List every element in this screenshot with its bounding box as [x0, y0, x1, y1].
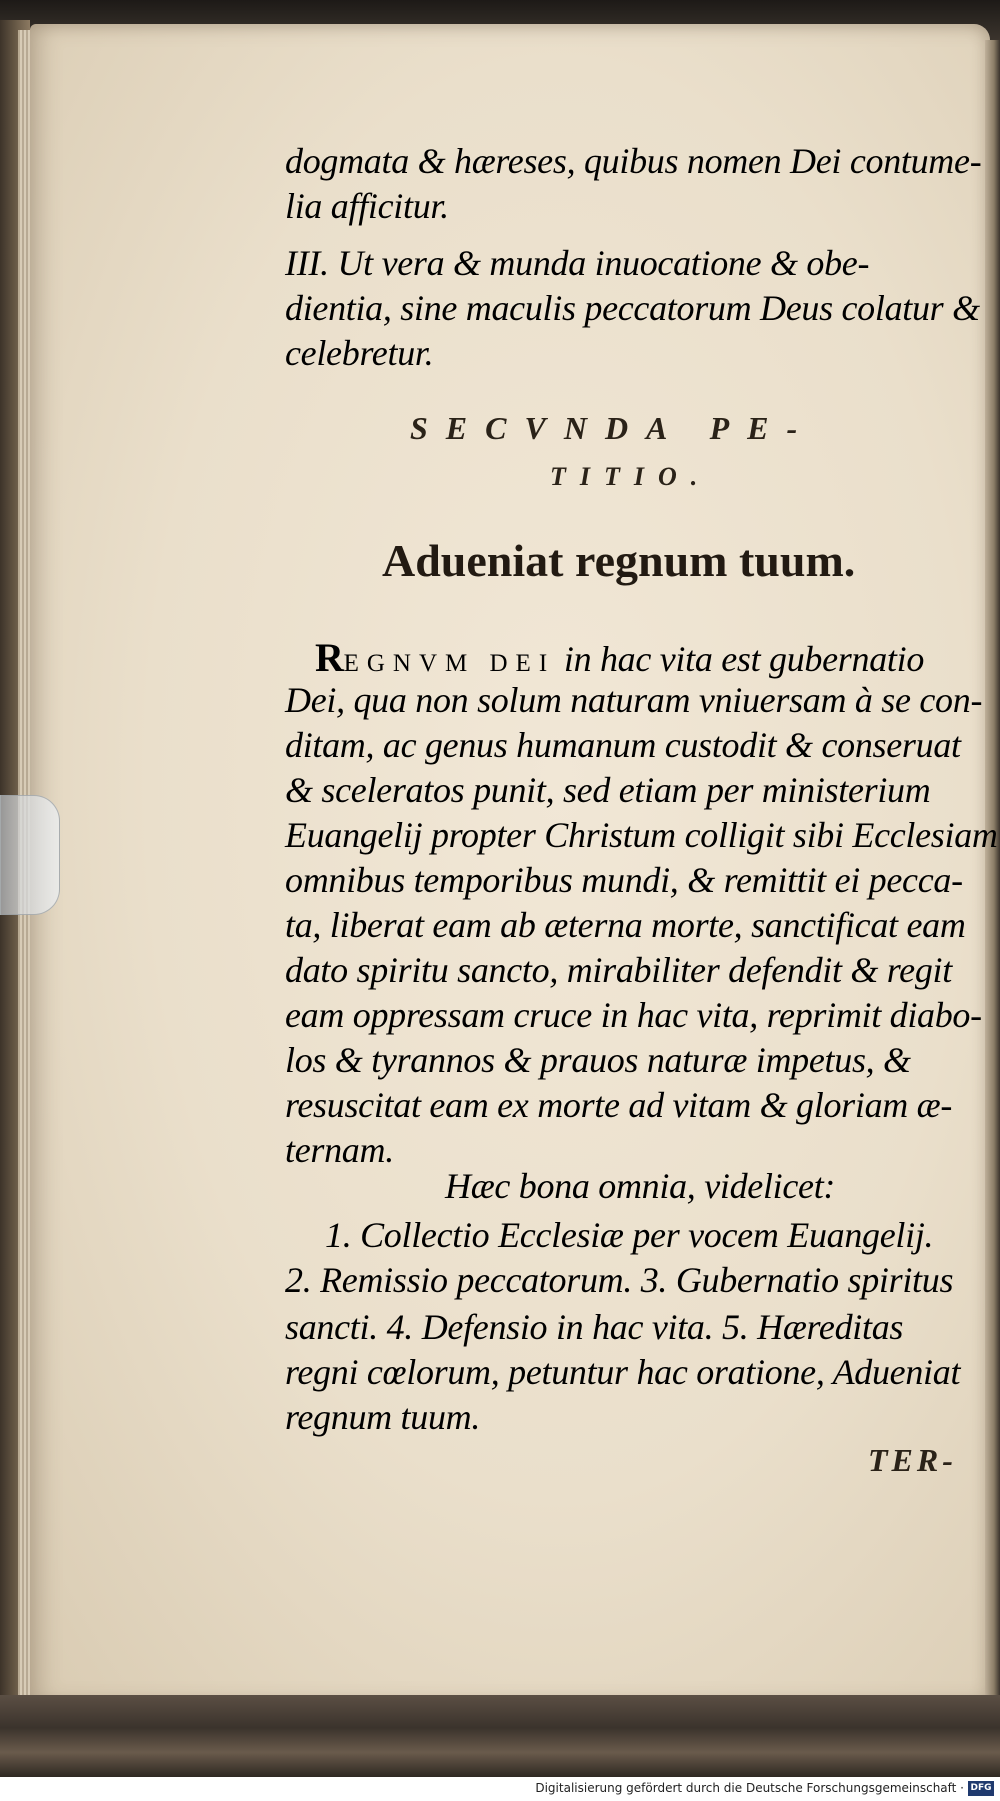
list-line: regni cœlorum, petuntur hac oratione, Adueniat [285, 1352, 961, 1392]
footer-credit: Digitalisierung gefördert durch die Deutsche Forschungsgemeinschaft · [535, 1781, 964, 1795]
list-line: 1. Collectio Ecclesiæ per vocem Euangelij. [325, 1215, 934, 1255]
list-line: 2. Remissio peccatorum. 3. Gubernatio spiritus [285, 1260, 954, 1300]
footer-bar [0, 1777, 1000, 1801]
list-line: sancti. 4. Defensio in hac vita. 5. Hæreditas [285, 1307, 904, 1347]
section-heading-line1: SECVNDA PE- [410, 410, 816, 446]
text-line: III. Ut vera & munda inuocatione & obe- [285, 243, 870, 283]
text-line: eam oppressam cruce in hac vita, reprimit diabo- [285, 995, 982, 1035]
section-heading-line2: TITIO. [550, 462, 712, 491]
text-line: dogmata & hæreses, quibus nomen Dei contume- [285, 141, 982, 181]
drop-initial: R [315, 635, 344, 680]
page-right-edge [985, 40, 1000, 1720]
text-line: celebretur. [285, 333, 434, 373]
text-line: dato spiritu sancto, mirabiliter defendit & regit [285, 950, 952, 990]
catchword: TER- [868, 1442, 957, 1478]
text-line: Euangelij propter Christum colligit sibi Ecclesiam [285, 815, 998, 855]
text-line: & sceleratos punit, sed etiam per ministerium [285, 770, 931, 810]
first-line-rest: in hac vita est gubernatio [555, 639, 925, 679]
dfg-logo: DFG [968, 1781, 994, 1796]
smallcaps-text: EGNVM DEI [343, 650, 556, 677]
text-line: ditam, ac genus humanum custodit & conseruat [285, 725, 961, 765]
petition-title: Adueniat regnum tuum. [382, 535, 856, 586]
book-bottom-edge [0, 1695, 1000, 1777]
text-line: omnibus temporibus mundi, & remittit ei pecca- [285, 860, 963, 900]
paragraph-first-line [315, 634, 924, 681]
text-line: Dei, qua non solum naturam vniuersam à se con- [285, 680, 983, 720]
text-line: resuscitat eam ex morte ad vitam & gloriam æ- [285, 1085, 953, 1125]
text-line: los & tyrannos & prauos naturæ impetus, & [285, 1040, 911, 1080]
text-line: lia afficitur. [285, 186, 449, 226]
text-line: dientia, sine maculis peccatorum Deus colatur & [285, 288, 980, 328]
text-line: ternam. [285, 1130, 394, 1170]
list-intro: Hæc bona omnia, videlicet: [445, 1166, 836, 1206]
list-line: regnum tuum. [285, 1397, 481, 1437]
page-clip [0, 795, 60, 915]
text-line: ta, liberat eam ab æterna morte, sanctificat eam [285, 905, 966, 945]
